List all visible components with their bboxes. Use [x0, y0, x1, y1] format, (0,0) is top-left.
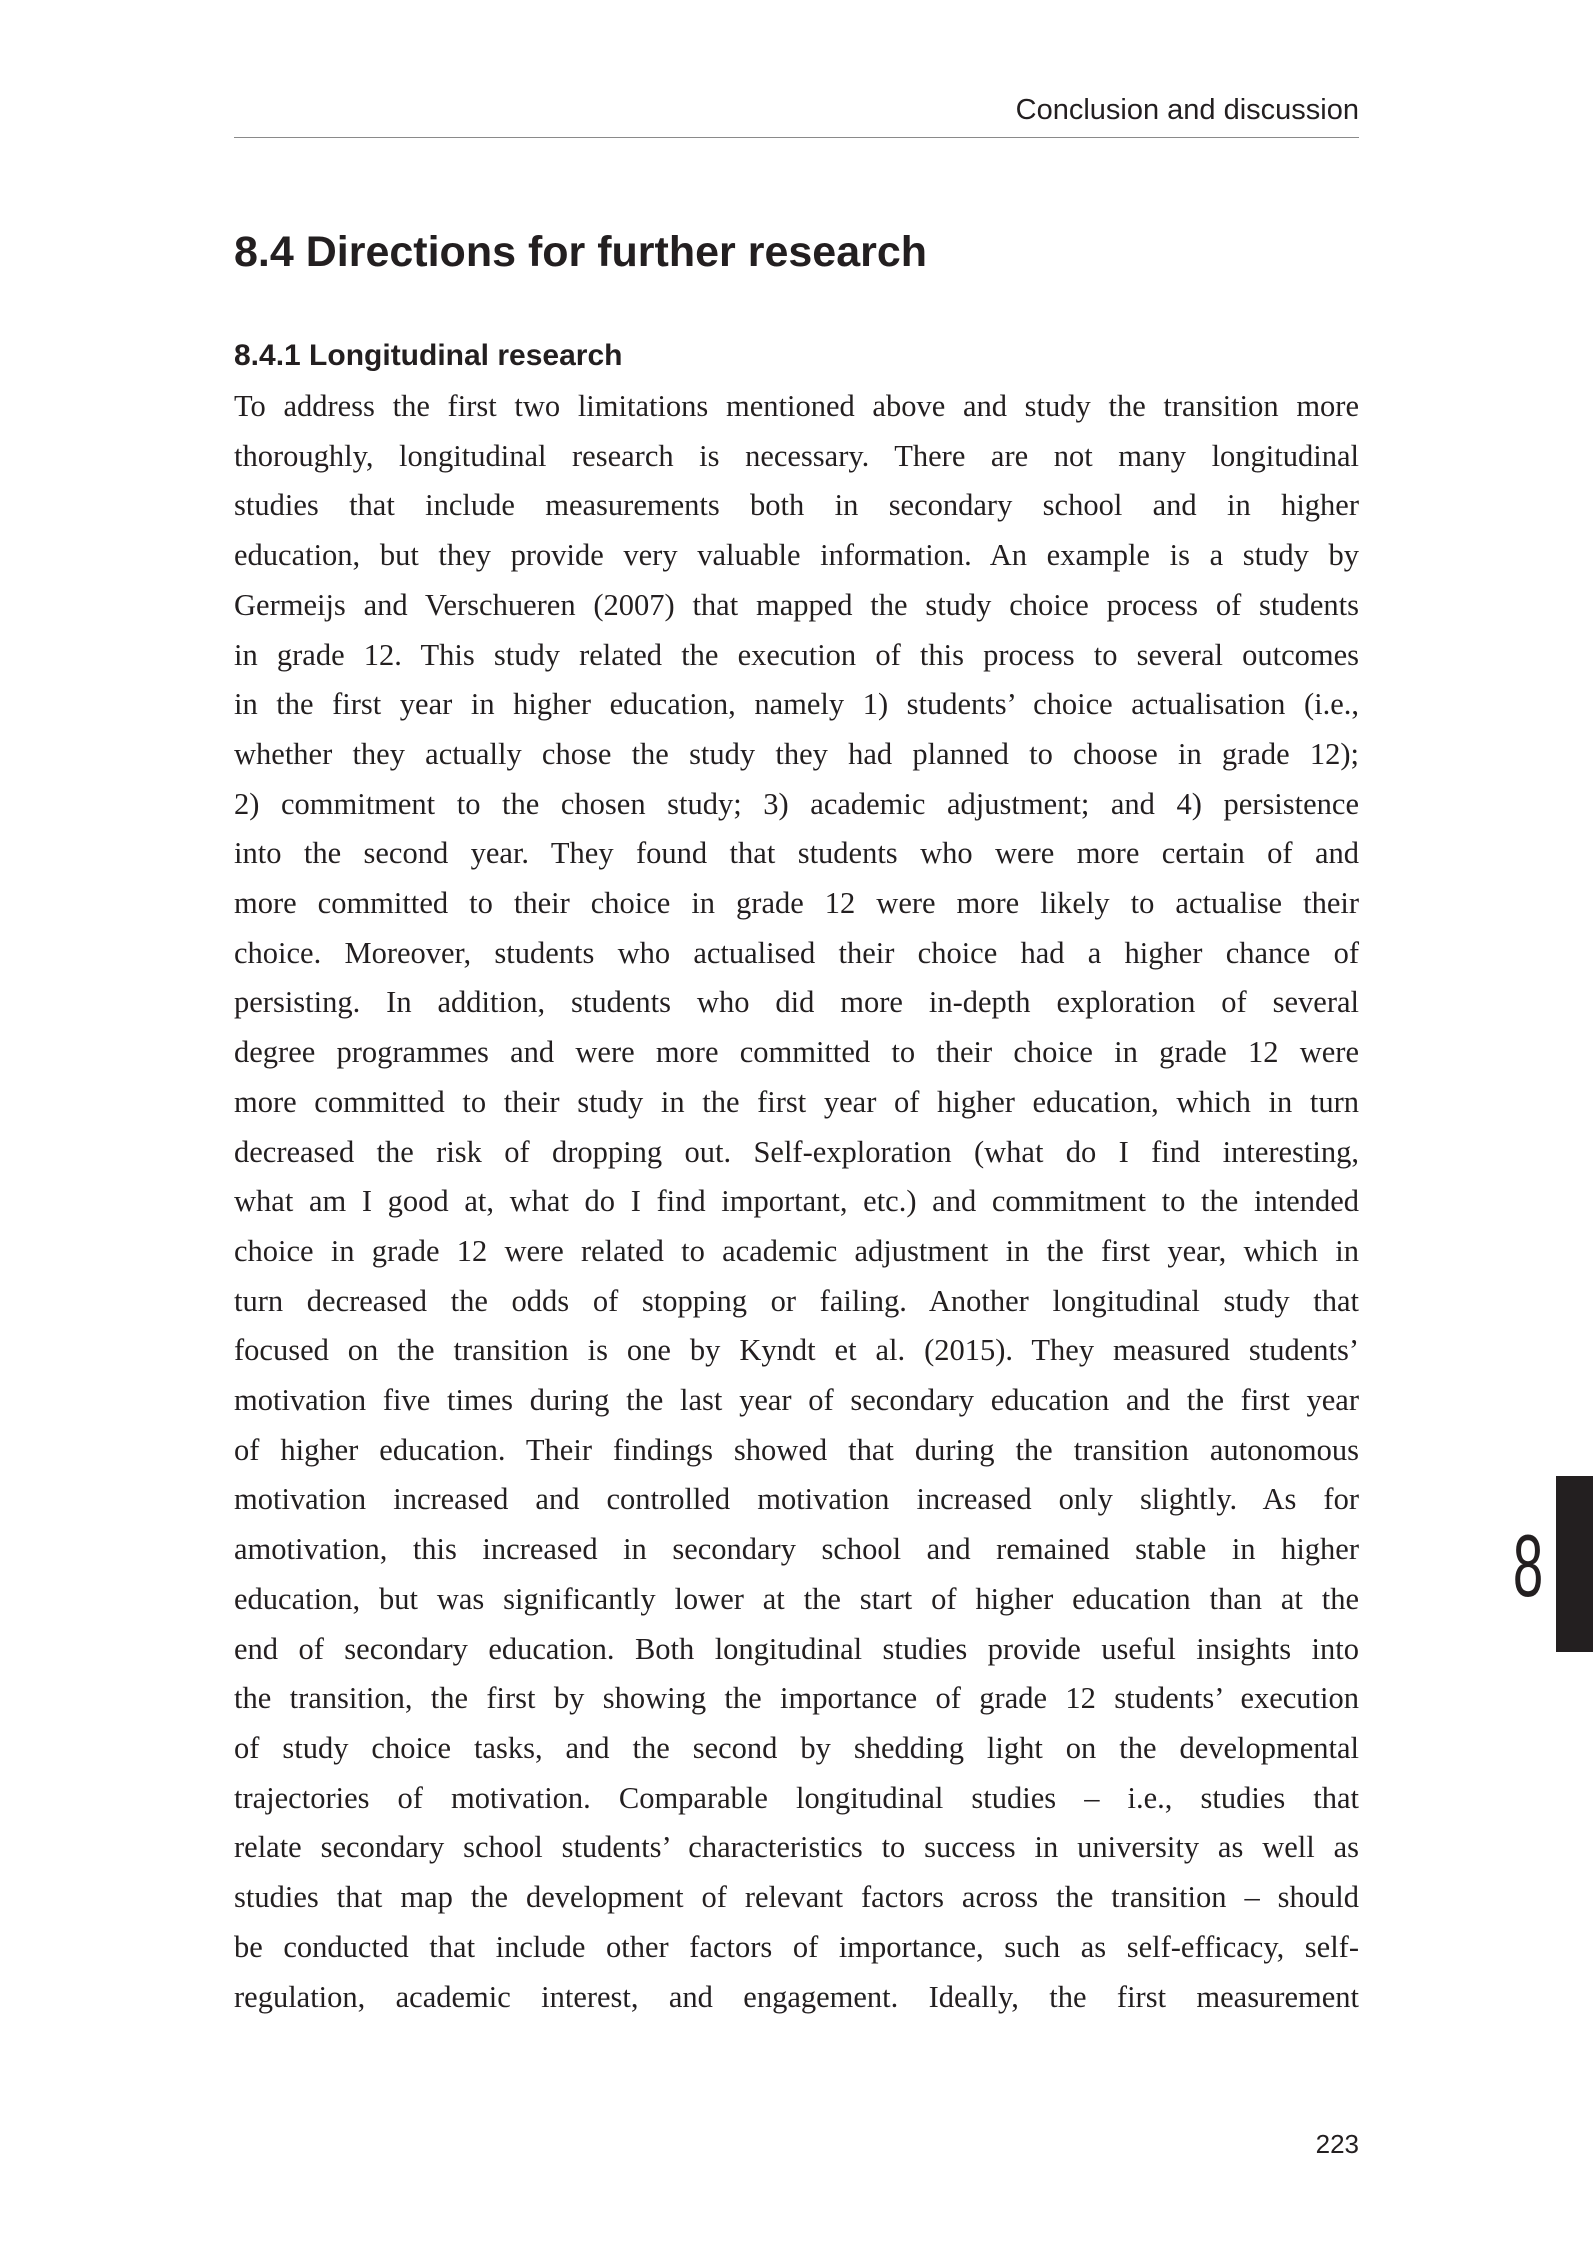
header-rule — [234, 137, 1359, 138]
body-line: regulation, academic interest, and engagement. Ideally, the first measurement — [234, 1979, 1359, 2014]
body-line: 2) commitment to the chosen study; 3) academic adjustment; and 4) persistence — [234, 786, 1359, 821]
body-line: of higher education. Their findings showed that during the transition autonomous — [234, 1432, 1359, 1467]
body-line: the transition, the first by showing the importance of grade 12 students’ execution — [234, 1681, 1359, 1716]
body-line: persisting. In addition, students who did more in-depth exploration of several — [234, 985, 1359, 1020]
body-line: whether they actually chose the study they had planned to choose in grade 12); — [234, 736, 1359, 771]
body-line: more committed to their study in the first year of higher education, which in turn — [234, 1084, 1359, 1119]
body-line: relate secondary school students’ characteristics to success in university as well as — [234, 1830, 1359, 1865]
body-line: be conducted that include other factors of importance, such as self-efficacy, self- — [234, 1929, 1359, 1964]
body-line: choice in grade 12 were related to academic adjustment in the first year, which in — [234, 1233, 1359, 1268]
subsection-title: 8.4.1 Longitudinal research — [234, 339, 623, 372]
body-line: education, but they provide very valuable information. An example is a study by — [234, 538, 1359, 573]
body-line: amotivation, this increased in secondary school and remained stable in higher — [234, 1532, 1359, 1567]
body-line: choice. Moreover, students who actualised their choice had a higher chance of — [234, 935, 1359, 970]
body-line: education, but was significantly lower at the start of higher education than at the — [234, 1581, 1359, 1616]
body-line: of study choice tasks, and the second by shedding light on the developmental — [234, 1730, 1359, 1765]
body-line: motivation five times during the last year of secondary education and the first year — [234, 1383, 1359, 1418]
body-line: degree programmes and were more committed to their choice in grade 12 were — [234, 1035, 1359, 1070]
chapter-number: 8 — [1512, 1516, 1544, 1615]
chapter-thumb-tab — [1556, 1476, 1593, 1652]
body-line: motivation increased and controlled motivation increased only slightly. As for — [234, 1482, 1359, 1517]
body-line: studies that include measurements both in secondary school and in higher — [234, 488, 1359, 523]
body-line: turn decreased the odds of stopping or failing. Another longitudinal study that — [234, 1283, 1359, 1318]
body-line: studies that map the development of relevant factors across the transition – should — [234, 1880, 1359, 1915]
body-line: Germeijs and Verschueren (2007) that mapped the study choice process of students — [234, 587, 1359, 622]
body-line: decreased the risk of dropping out. Self-exploration (what do I find interesting, — [234, 1134, 1359, 1169]
body-line: more committed to their choice in grade 12 were more likely to actualise their — [234, 886, 1359, 921]
body-line: end of secondary education. Both longitudinal studies provide useful insights into — [234, 1631, 1359, 1666]
body-line: trajectories of motivation. Comparable longitudinal studies – i.e., studies that — [234, 1780, 1359, 1815]
page-number: 223 — [1315, 2129, 1359, 2159]
body-line: into the second year. They found that students who were more certain of and — [234, 836, 1359, 871]
body-paragraph — [234, 382, 1359, 2022]
body-line: thoroughly, longitudinal research is necessary. There are not many longitudinal — [234, 438, 1359, 473]
body-line: To address the first two limitations mentioned above and study the transition more — [234, 389, 1359, 423]
body-line: what am I good at, what do I find important, etc.) and commitment to the intended — [234, 1184, 1359, 1219]
body-line: in grade 12. This study related the execution of this process to several outcomes — [234, 637, 1359, 672]
section-title: 8.4 Directions for further research — [234, 228, 928, 276]
body-line: in the first year in higher education, namely 1) students’ choice actualisation (i.e., — [234, 687, 1359, 722]
body-line: focused on the transition is one by Kyndt et al. (2015). They measured students’ — [234, 1333, 1359, 1368]
running-header: Conclusion and discussion — [1015, 94, 1359, 126]
